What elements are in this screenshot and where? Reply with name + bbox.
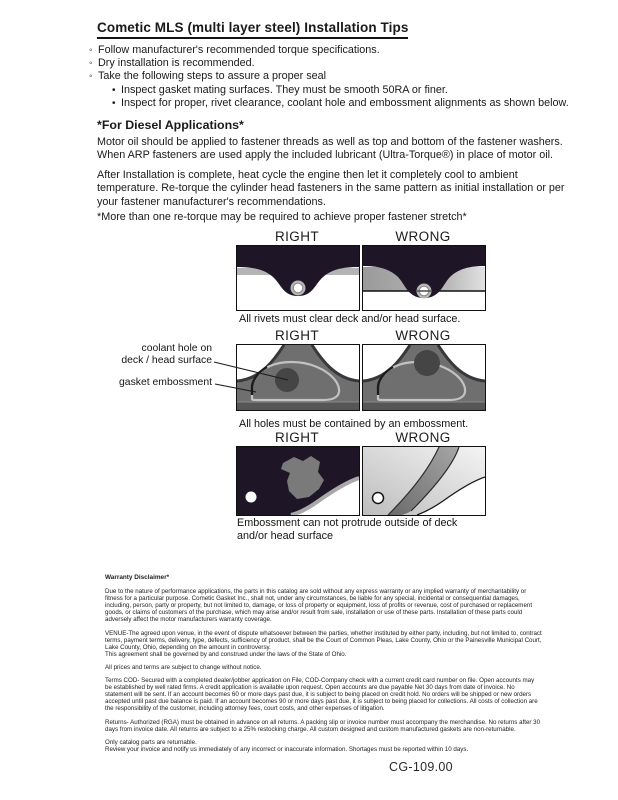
- rivet-clear-wrong-illustration: [363, 246, 485, 310]
- list-item: ◦ Take the following steps to assure a proper seal: [89, 70, 579, 83]
- fig3-right-diagram: [236, 446, 360, 516]
- installation-tips-list: [89, 44, 579, 110]
- fig1-wrong-label: WRONG: [395, 229, 451, 244]
- warranty-paragraph: All prices and terms are subject to change without notice.: [105, 663, 262, 671]
- caption-line: Embossment can not protrude outside of deck: [237, 517, 458, 529]
- diesel-paragraph-1: Motor oil should be applied to fastener threads as well as top and bottom of the fastener washers. When ARP fasteners are used apply the included lubricant (Ultra-Torque®) in place of motor oil.: [97, 136, 563, 162]
- warranty-disclaimer: [105, 574, 542, 759]
- warranty-paragraph: Due to the nature of performance applications, the parts in this catalog are sold without any express warranty or any implied warranty of merchantability or fitness for a particular purpose. Cometic Gasket Inc., shall not, under any circumstances, be liable for any special, incidental or consequential damages, including, person, party or property, but not limited to, damage, or loss of property or equipment, loss of profits or revenue, cost of purchased or replacement goods, or claims of customers of the purchase, which may arise and/or result from sale, installation or use of these parts. Installation of these parts could adversely affect the motor manufacturers warranty coverage.: [105, 588, 533, 624]
- rivet-clear-right-illustration: [237, 246, 359, 310]
- list-item: ◦ Follow manufacturer's recommended torque specifications.: [89, 44, 579, 57]
- list-item: • Inspect gasket mating surfaces. They must be smooth 50RA or finer.: [112, 84, 579, 97]
- fig2-right-label: RIGHT: [275, 328, 319, 343]
- annotation-line: deck / head surface: [121, 355, 212, 366]
- fig3-wrong-label: WRONG: [395, 430, 451, 445]
- fig1-right-label: RIGHT: [275, 229, 319, 244]
- diesel-paragraph-2: After Installation is complete, heat cycle the engine then let it completely cool to ambient temperature. Re-torque the cylinder head fasteners in the same pattern as initial installation or per your fastener manufacturer's recommendations.: [97, 169, 565, 208]
- warranty-paragraph: Terms COD- Secured with a completed dealer/jobber application on File, COD-Company check with a current credit card number on file. Open accounts may be established by well rated firms. A credit application is available upon request. Open accounts are due payable Net 30 days from date of invoice. No statement will be sent. If an account becomes 60 or more days past due, it is subject to being placed on credit hold. No orders will be shipped or new orders accepted until past due balance is paid. If an account becomes 90 or more days past due, it is subject to being placed for collections. All costs of collection are the responsibility of the customer, including attorney fees, court costs, and other expenses of litigation.: [105, 677, 538, 713]
- warranty-paragraph: Only catalog parts are returnable.: [105, 738, 197, 746]
- list-item: • Inspect for proper, rivet clearance, coolant hole and embossment alignments as shown below.: [112, 97, 579, 110]
- warranty-paragraph: This agreement shall be governed by and construed under the laws of the State of Ohio.: [105, 650, 347, 658]
- fig3-wrong-diagram: [362, 446, 486, 516]
- warranty-heading: Warranty Disclaimer*: [105, 574, 170, 581]
- fig2-caption: All holes must be contained by an embossment.: [239, 418, 469, 430]
- fig1-right-diagram: [236, 245, 360, 311]
- fig1-caption: All rivets must clear deck and/or head surface.: [239, 313, 461, 325]
- fig2-right-diagram: [236, 344, 360, 411]
- caption-line: and/or head surface: [237, 529, 334, 542]
- fig2-wrong-label: WRONG: [395, 328, 451, 343]
- hole-contained-wrong-illustration: [363, 345, 485, 410]
- page-title: Cometic MLS (multi layer steel) Installation Tips: [97, 20, 408, 39]
- retorque-note: *More than one re-torque may be required to achieve proper fastener stretch*: [97, 211, 467, 223]
- page-number: CG-109.00: [389, 760, 453, 774]
- hole-contained-right-illustration: [237, 345, 359, 410]
- warranty-paragraph: Review your invoice and notify us immediately of any incorrect or inaccurate information. Shortages must be reported within 10 days.: [105, 745, 469, 753]
- annotation-line: coolant hole on: [141, 343, 212, 354]
- coolant-hole-annotation: [96, 343, 212, 367]
- embossment-wrong-illustration: [363, 447, 485, 515]
- gasket-embossment-annotation: gasket embossment: [119, 377, 212, 388]
- list-item: ◦ Dry installation is recommended.: [89, 57, 579, 70]
- warranty-paragraph: VENUE-The agreed upon venue, in the event of dispute whatsoever between the parties, whether instituted by either party, including, but not limited to, contract terms, payment terms, delivery, type, defects, sufficiency of product, shall be the Court of Common Pleas, Lake County, Ohio or the Painesville Municipal Court, Lake County, Ohio, depending on the amount in controversy.: [105, 629, 542, 651]
- fig3-right-label: RIGHT: [275, 430, 319, 445]
- warranty-paragraph: Returns- Authorized (RGA) must be obtained in advance on all returns. A packing slip or invoice number must accompany the merchandise. No returns after 30 days from invoice date. All returns are subject to a 25% restocking charge. All custom designed and custom manufactured gaskets are non-returnable.: [105, 718, 541, 733]
- diesel-section-heading: *For Diesel Applications*: [97, 118, 244, 132]
- fig1-wrong-diagram: [362, 245, 486, 311]
- embossment-right-illustration: [237, 447, 359, 515]
- fig3-caption: [237, 517, 467, 542]
- fig2-wrong-diagram: [362, 344, 486, 411]
